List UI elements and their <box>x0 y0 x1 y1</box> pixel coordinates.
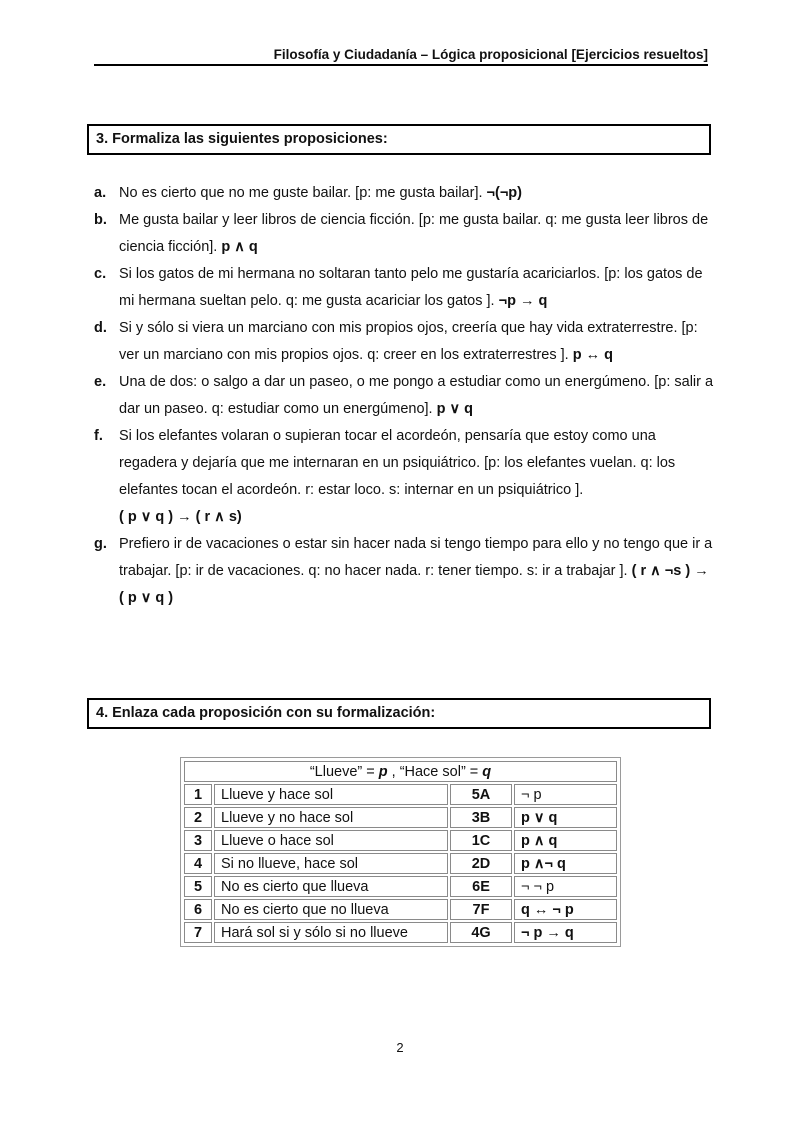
list-item <box>94 180 714 207</box>
item-formula: ¬(¬p) <box>486 185 522 201</box>
row-proposition: No es cierto que llueva <box>214 876 448 897</box>
list-item <box>94 261 714 315</box>
row-proposition: Llueve y no hace sol <box>214 807 448 828</box>
section-4-box <box>87 698 711 729</box>
matching-table <box>182 759 619 945</box>
header-var-p: p <box>378 763 388 780</box>
item-letter: d. <box>94 320 107 336</box>
table-row <box>184 876 617 897</box>
list-item <box>94 423 714 531</box>
item-formula: p ↔ q <box>572 347 613 363</box>
item-text: Me gusta bailar y leer libros de ciencia ficción. [p: me gusta bailar. q: me gusta leer libros de ciencia ficción]. <box>119 212 709 255</box>
row-code: 6E <box>450 876 512 897</box>
table-row <box>184 830 617 851</box>
matching-table-frame <box>180 757 621 947</box>
header-rule <box>94 64 708 66</box>
row-number: 1 <box>184 784 212 805</box>
row-formula: q ↔ ¬ p <box>514 899 617 920</box>
table-row <box>184 922 617 943</box>
list-item <box>94 531 714 612</box>
row-proposition: Hará sol si y sólo si no llueve <box>214 922 448 943</box>
list-item <box>94 369 714 423</box>
table-row <box>184 784 617 805</box>
row-proposition: Llueve y hace sol <box>214 784 448 805</box>
item-text: Prefiero ir de vacaciones o estar sin hacer nada si tengo tiempo para ello y no tengo que ir a trabajar. [p: ir de vacaciones. q: no hacer nada. r: tener tiempo. s: ir a trabajar ]. <box>119 536 713 579</box>
row-number: 6 <box>184 899 212 920</box>
header-var-q: q <box>482 763 492 780</box>
item-text: Si los elefantes volaran o supieran tocar el acordeón, pensaría que estoy como una regadera y dejaría que me internaran en un psiquiátrico. [p: los elefantes vuelan. q: los elefantes tocan el acordeón. r: estar loco. s: internar en un psiquiátrico ]. <box>119 428 676 498</box>
item-formula: p ∧ q <box>221 239 258 255</box>
row-number: 7 <box>184 922 212 943</box>
item-text: Una de dos: o salgo a dar un paseo, o me pongo a estudiar como un energúmeno. [p: salir a dar un paseo. q: estudiar como un energúmeno]. <box>119 374 714 417</box>
item-formula: p ∨ q <box>436 401 473 417</box>
table-row <box>184 899 617 920</box>
row-formula: p ∨ q <box>514 807 617 828</box>
item-text: No es cierto que no me guste bailar. [p: me gusta bailar]. <box>119 185 487 201</box>
item-formula: ( p ∨ q ) → ( r ∧ s) <box>119 509 242 525</box>
table-header-cell <box>184 761 617 782</box>
row-number: 4 <box>184 853 212 874</box>
section-4-title: 4. Enlaza cada proposición con su formalización: <box>96 705 436 721</box>
section-3-box <box>87 124 711 155</box>
page-header: Filosofía y Ciudadanía – Lógica proposicional [Ejercicios resueltos] <box>273 47 708 62</box>
item-letter: a. <box>94 185 107 201</box>
item-text: Si los gatos de mi hermana no soltaran tanto pelo me gustaría acariciarlos. [p: los gatos de mi hermana sueltan pelo. q: me gusta acariciar los gatos ]. <box>119 266 703 309</box>
proposition-list <box>94 180 714 612</box>
list-item <box>94 315 714 369</box>
row-formula: ¬ p <box>514 784 617 805</box>
row-code: 2D <box>450 853 512 874</box>
row-code: 3B <box>450 807 512 828</box>
row-proposition: Llueve o hace sol <box>214 830 448 851</box>
row-code: 1C <box>450 830 512 851</box>
item-text: Si y sólo si viera un marciano con mis propios ojos, creería que hay vida extraterrestre. [p: ver un marciano con mis propios ojos. q: creer en los extraterrestres ]. <box>119 320 698 363</box>
row-proposition: No es cierto que no llueva <box>214 899 448 920</box>
item-letter: c. <box>94 266 107 282</box>
item-letter: b. <box>94 212 107 228</box>
row-formula: ¬ ¬ p <box>514 876 617 897</box>
row-code: 4G <box>450 922 512 943</box>
item-letter: g. <box>94 536 107 552</box>
item-formula: ¬p → q <box>498 293 548 309</box>
table-row <box>184 807 617 828</box>
table-header-row <box>184 761 617 782</box>
row-number: 5 <box>184 876 212 897</box>
page-number: 2 <box>396 1040 404 1055</box>
item-formula: ( r ∧ ¬s ) → ( p ∨ q ) <box>119 563 709 606</box>
row-formula: p ∧¬ q <box>514 853 617 874</box>
row-code: 7F <box>450 899 512 920</box>
item-letter: e. <box>94 374 107 390</box>
header-part-2: , “Hace sol” = <box>387 763 483 780</box>
row-formula: ¬ p → q <box>514 922 617 943</box>
list-item <box>94 207 714 261</box>
row-proposition: Si no llueve, hace sol <box>214 853 448 874</box>
header-part-1: “Llueve” = <box>309 763 379 780</box>
row-formula: p ∧ q <box>514 830 617 851</box>
row-number: 3 <box>184 830 212 851</box>
section-3-title: 3. Formaliza las siguientes proposiciones: <box>96 131 388 147</box>
row-number: 2 <box>184 807 212 828</box>
item-letter: f. <box>94 428 103 444</box>
table-row <box>184 853 617 874</box>
row-code: 5A <box>450 784 512 805</box>
